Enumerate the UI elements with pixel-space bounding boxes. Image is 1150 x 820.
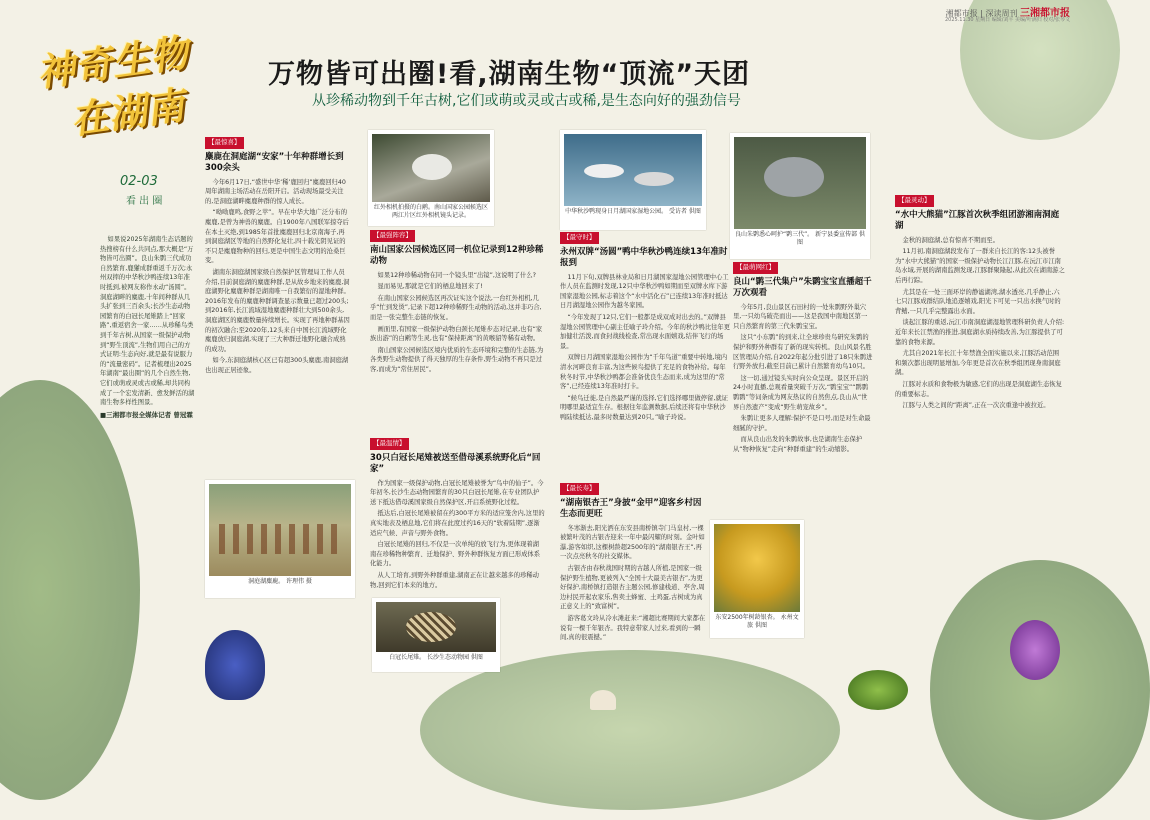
article-merganser bbox=[560, 232, 732, 477]
foliage-decoration-right bbox=[930, 560, 1150, 820]
section-logo bbox=[30, 28, 230, 148]
article-paragraph: 江豚对水质和食物极为敏感,它们的出现是洞庭湖生态恢复的重要标志。 bbox=[895, 380, 1062, 398]
article-porpoise bbox=[895, 195, 1065, 595]
article-pheasant bbox=[370, 438, 545, 588]
photo-card-ginkgo bbox=[710, 520, 804, 638]
article-paragraph: 古银杏由春秋战国时期的古越人所植,是国家一级保护野生植物,更被列入“全国十大最美古银杏”,为更好保护,南桥镇打造银杏主题公园,修建栈道、亭舍,周边村民开起农家乐,售卖土蜂蜜、土鸡蛋,古树成为真正意义上的“致富树”。 bbox=[560, 564, 705, 611]
article-paragraph: “候鸟迁徙,是自然最严谨的选择,它们选择哪里做停留,就证明哪里最适宜生存。根据往年监测数据,后续还将有中华秋沙鸭陆续抵达,最多时数量达到20只。”喻子玲说。 bbox=[560, 394, 728, 421]
article-ginkgo bbox=[560, 483, 708, 642]
article-paragraph: 金秋的洞庭湖,总有惊喜不期而至。 bbox=[902, 236, 1000, 244]
article-paragraph: 今年5月,良山景区石田村的一处朱鹮野外巢穴里,一只幼鸟破壳而出——这是我国中南地区第一只自然繁育的第三代朱鹮宝宝。 bbox=[733, 303, 868, 330]
intro-text: 如果说2025年湖南生态话题的热搜榜有什么共同点,那大概是“万物皆可出圈”。良山朱鹮三代成功自然繁育,鹿獾成群重返千万次;永州双摔的中华秋沙鸭连续13年准时抵到,被网友称作永动“汤圆”。洞庭湖畔的麋鹿,十年间种群从几头扩张到三百余头;长沙生态动物园繁育的白冠长尾雉踏上“回家路”,重返宿舍一家……从珍稀鸟类到千年古树,从国家一级保护动物到“野生顶流”,生物们用自己的方式证明:生态向好,就是最有说服力的“流量密码”。记者梳理出2025年湖南“最出圈”的几个自然生物,它们或萌或灵或古或稀,却共同构成了一个宏发清新、愈发鲜活的湖南生物多样性图景。 bbox=[100, 236, 195, 407]
masthead-paper-name: 三湘都市报 bbox=[1020, 8, 1070, 19]
article-paragraph: 游客葛文玲从冷水滩赶来:“湘超比赛期间大家都在说有一棵千年银杏。我特意带家人过来,看到的一瞬间,真的很震撼。” bbox=[560, 614, 706, 642]
article-ibis bbox=[733, 262, 873, 512]
article-paragraph: 朱鹮让更多人理解:保护不是口号,而是对生命最细腻的守护。 bbox=[733, 415, 871, 432]
article-paragraph: 画面里,有国家一级保护动物白颈长尾雉步态对记录,也有“家族出游”的白鹇等生灵,也有“保持距离”的黄喉貂等稀有动物。 bbox=[370, 325, 543, 343]
article-title: 30只白冠长尾雉被送至借母溪系统野化后“回家” bbox=[370, 452, 541, 474]
photo-caption: 白冠长尾雉。 长沙生态动物园 供图 bbox=[389, 654, 483, 661]
article-tag: 【最灵动】 bbox=[895, 195, 934, 207]
article-paragraph: 尤其自2021年长江十年禁渔全面实施以来,江豚活动范围和频次都出现明显增加,今年更是首次在秋季组团现身南洞庭湖。 bbox=[895, 350, 1061, 377]
purple-flower-illustration bbox=[1010, 620, 1060, 680]
article-tag: 【最强阵容】 bbox=[370, 230, 415, 242]
section-label: 看 出 圈 bbox=[126, 196, 163, 207]
ginkgo-tree-photo bbox=[714, 524, 800, 612]
article-paragraph: 冬寒渐去,阳光洒在东安县南桥镇寺门马皇村,一棵被繁叶茂的古银杏迎来一年中最闪耀的时刻。金叶如瀑,游客如织,这棵树龄超2500年的“湖南银杏王”,再一次点亮秋冬的社交媒体。 bbox=[560, 524, 705, 561]
article-deer bbox=[205, 137, 350, 477]
photo-card-merganser bbox=[560, 130, 706, 230]
article-tag: 【最守时】 bbox=[560, 232, 599, 244]
article-title: 麋鹿在洞庭湖“安家”十年种群增长到300余头 bbox=[205, 151, 344, 173]
article-paragraph: “呦呦鹿鸣,食野之苹”。早在中华大地广泛分布的麋鹿,是曾为神兽的麋鹿。自1900年八国联军掠夺后在本土灭绝,到1985年首批麋鹿回归北京南海子,再到洞庭湖区等地的自然野化复壮,四十载光阴见证的不只是麋鹿物种的回归,更是中国生态文明的沧桑巨变。 bbox=[205, 209, 349, 265]
photo-card-silver-pheasant bbox=[368, 130, 494, 226]
article-tag: 【最惊喜】 bbox=[205, 137, 244, 149]
article-paragraph: 这一切,通过镜头实时向公众呈现。景区开启的24小时直播,总观看量突破千万次,“鹮宝宝”“鹮鹮鹮鹮”等词条成为网友热议的自然焦点,良山从“世界自然遗产”变成“野生萌宠故乡”。 bbox=[733, 374, 869, 411]
logo-line-2: 在湖南 bbox=[67, 82, 188, 143]
foliage-decoration-bottom bbox=[420, 650, 840, 810]
article-title: “湖南银杏王”身披“金甲”迎客乡村因生态而更旺 bbox=[560, 497, 702, 519]
article-paragraph: 这只“小东鹮”的到来,让全球珍贵鸟研究朱鹮的保护和野外种群有了新的现实转机。良山风景名胜区管理局介绍,自2022年起分批引进了18只朱鹮进行野外放归,截至目前已累计自然繁育幼鸟10只。 bbox=[733, 334, 873, 371]
article-paragraph: 尤其是在一处三面环岸的静谧湖湾,湖水透亮,几乎静止,六七只江豚成群结队地追逐嬉戏,阳光下可见一只出水换气时的背鳍,一只几乎完整露出水面。 bbox=[895, 288, 1061, 315]
article-title: 良山“鹮三代集户”朱鹮宝宝直播超千万次观看 bbox=[733, 276, 872, 298]
article-paragraph: “今年发现了12只,它们一般都是成双成对出去的。”双牌县湿地公园管理中心副主任喻子玲介绍。今年的秋沙鸭比往年更加健壮活泼,而食封战线检查,常出现水面嬉戏,结伴飞行的场景。 bbox=[560, 313, 731, 350]
article-title: “水中大熊猫”江豚首次秋季组团游湘南洞庭湖 bbox=[895, 209, 1060, 231]
photo-caption: 中华秋沙鸭现身日月湖国家湿地公园。 受访者 供图 bbox=[565, 208, 701, 215]
blue-bird-illustration bbox=[205, 630, 265, 700]
page-number: 02-03 bbox=[120, 174, 158, 189]
masthead bbox=[944, 4, 1070, 23]
article-tag: 【最温情】 bbox=[370, 438, 409, 450]
article-paragraph: 从人工培育,到野外种群重建,湖南正在让越来越多的珍稀动物,回到它们本来的地方。 bbox=[370, 571, 539, 589]
article-paragraph: 江豚与人类之间的“距离”,正在一次次重逢中被拉近。 bbox=[902, 402, 1050, 410]
article-paragraph: 湖南东洞庭湖国家级自然保护区管理局工作人员介绍,目前洞庭湖的麋鹿种群,是从故乡地来的麋鹿,洞庭湖野化麋鹿种群是湖南唯一自我繁衍的湿地种群。2016年发布的麋鹿种群调查显示数量已超过200头;到2016年,长江流域湿地麋鹿种群壮大到500余头,洞庭湖区的麋鹿数量持续增长。实现了再地种群基因的初次融合;至2020年,12头来自中国长江流域野化麋鹿放归洞庭湖,实现了三大种群迁地野化融合成熟的成功。 bbox=[205, 268, 350, 353]
article-paragraph: 而从良山出发的朱鹮故事,也是湖南生态保护从“物种恢复”走向“种群重建”的生动缩影。 bbox=[733, 436, 863, 453]
deer-herd-photo bbox=[209, 484, 351, 576]
article-paragraph: 作为国家一级保护动物,白冠长尾雉被誉为“鸟中的仙子”。今年初冬,长沙生态动物园繁育的30只白冠长尾雉,在专业团队护送下抵达借母溪国家级自然保护区,开启系统野化过程。 bbox=[370, 479, 544, 506]
article-paragraph: 今年6月17日,“盛世中华‘稀’鹿回归”麋鹿回归40周年湖南主场活动在岳阳开启。活动现场最受关注的,是洞庭湖畔麋鹿种群的惊人成长。 bbox=[205, 178, 346, 205]
photo-card-ibis bbox=[730, 133, 870, 259]
mushroom-illustration bbox=[590, 690, 616, 710]
photo-caption: 东安2500年树龄银杏。 永州文旅 供图 bbox=[715, 614, 799, 629]
photo-caption: 洞庭湖麋鹿。 许理伟 摄 bbox=[248, 578, 312, 585]
merganser-photo bbox=[564, 134, 702, 206]
article-paragraph: 谈起江豚的重返,沅江市南洞庭湖湿地管理科研负责人介绍:近年来长江禁渔的推进,洞庭湖水质持续改善,为江豚提供了可靠的食物来源。 bbox=[895, 319, 1065, 346]
article-paragraph: 显而易见,那就是它们的栖息地回来了! bbox=[377, 283, 483, 291]
article-title: 南山国家公园候选区同一机位记录到12种珍稀动物 bbox=[370, 244, 544, 266]
article-tag: 【最萌网红】 bbox=[733, 262, 778, 274]
article-paragraph: 11月下旬,双牌县林业局和日月湖国家湿地公园管理中心工作人员在监测时发现,12只中华秋沙鸭如期而至双牌水库下游国家湿地公园,标志着这个“水中活化石”已连续13年准时抵达日月湖湿地公园作为越冬家园。 bbox=[560, 273, 729, 310]
pheasant-photo bbox=[376, 602, 496, 652]
frog-illustration bbox=[848, 670, 908, 710]
article-paragraph: 11月初,南洞庭湖段发布了一群来自长江的客:12头被誉为“水中大熊猫”的国家一级保护动物长江江豚,在沅江市江南岛水域,开展的湖南监测发现,江豚群聚隆起,从此次在湖南游之后再行踪。 bbox=[895, 248, 1065, 284]
article-title: 永州双牌“汤圆”鸭中华秋沙鸭连续13年准时报到 bbox=[560, 246, 728, 268]
photo-caption: 良山朱鹮悉心呵护“鹮三代”。 新宁县委宣传部 供图 bbox=[734, 231, 866, 246]
article-paragraph: 南山国家公园候选区境内优质的生态环境和完整的生态链,为各类野生动物提供了得天独厚的生存条件,野生动物不再只是过客,而成为“常住居民”。 bbox=[370, 346, 544, 373]
page-headline: 万物皆可出圈!看,湖南生物“顶流”天团 bbox=[268, 59, 751, 90]
article-paragraph: 在南山国家公园候选区再次证实这个说法,一台红外相机,几乎“忙到发烫”,记录下超12种珍稀野生动物的活动,这并非巧合,而是一张完整生态链的恢复。 bbox=[370, 294, 542, 321]
silver-pheasant-photo bbox=[372, 134, 490, 202]
article-paragraph: 如今,东洞庭湖核心区已有超300头麋鹿,南洞庭湖也出现正居迹象。 bbox=[205, 357, 349, 374]
ibis-nest-photo bbox=[734, 137, 866, 229]
section-marker bbox=[120, 170, 162, 208]
article-paragraph: 双牌日月湖国家湿地公园作为“千年鸟道”重要中转地,境内清水河畔良育丰富,为这些候鸟提供了充足的食物补给。每年秋冬时节,中华秋沙鸭都会准备优良生态而来,成为这里的“常客”,已经连续13年准时打卡。 bbox=[560, 354, 728, 391]
photo-card-pheasant bbox=[372, 598, 500, 672]
article-tag: 【最长寿】 bbox=[560, 483, 599, 495]
masthead-section: 湘都市报 | 深读周刊 bbox=[945, 9, 1018, 18]
masthead-date: 2025.11.30 星期日 编辑/刘平 美编/叶满归 校对/张琴文 bbox=[944, 17, 1070, 23]
intro-byline: ■三湘都市报全媒体记者 曾冠霖 bbox=[100, 410, 193, 419]
logo-line-1: 神奇生物 bbox=[34, 29, 191, 96]
article-twelve-animals bbox=[370, 230, 545, 405]
page-subheadline: 从珍稀动物到千年古树,它们或萌或灵或古或稀,是生态向好的强劲信号 bbox=[312, 93, 741, 109]
intro-column bbox=[100, 235, 195, 535]
photo-caption: 红外相机拍摄的白鹇。南山国家公园候选区两江片区红外相机镜头记录。 bbox=[373, 204, 488, 219]
article-paragraph: 抵达后,白冠长尾雉被留在约300平方米的适应笼舍内,这里的真实地表及栖息地,它们将在此度过约16天的“软着陆期”,逐渐适应气候、声音与野外食物。 bbox=[370, 510, 545, 537]
photo-card-deer bbox=[205, 480, 355, 598]
article-paragraph: 如果12种珍稀动物在同一个镜头里“出镜”,这说明了什么? bbox=[377, 271, 536, 279]
article-paragraph: 白冠长尾雉的回归,不仅是一次单纯的放飞行为,更体现着湖南在珍稀物种繁育、迁地保护、野外种群恢复方面已形成体系化能力。 bbox=[370, 541, 541, 568]
